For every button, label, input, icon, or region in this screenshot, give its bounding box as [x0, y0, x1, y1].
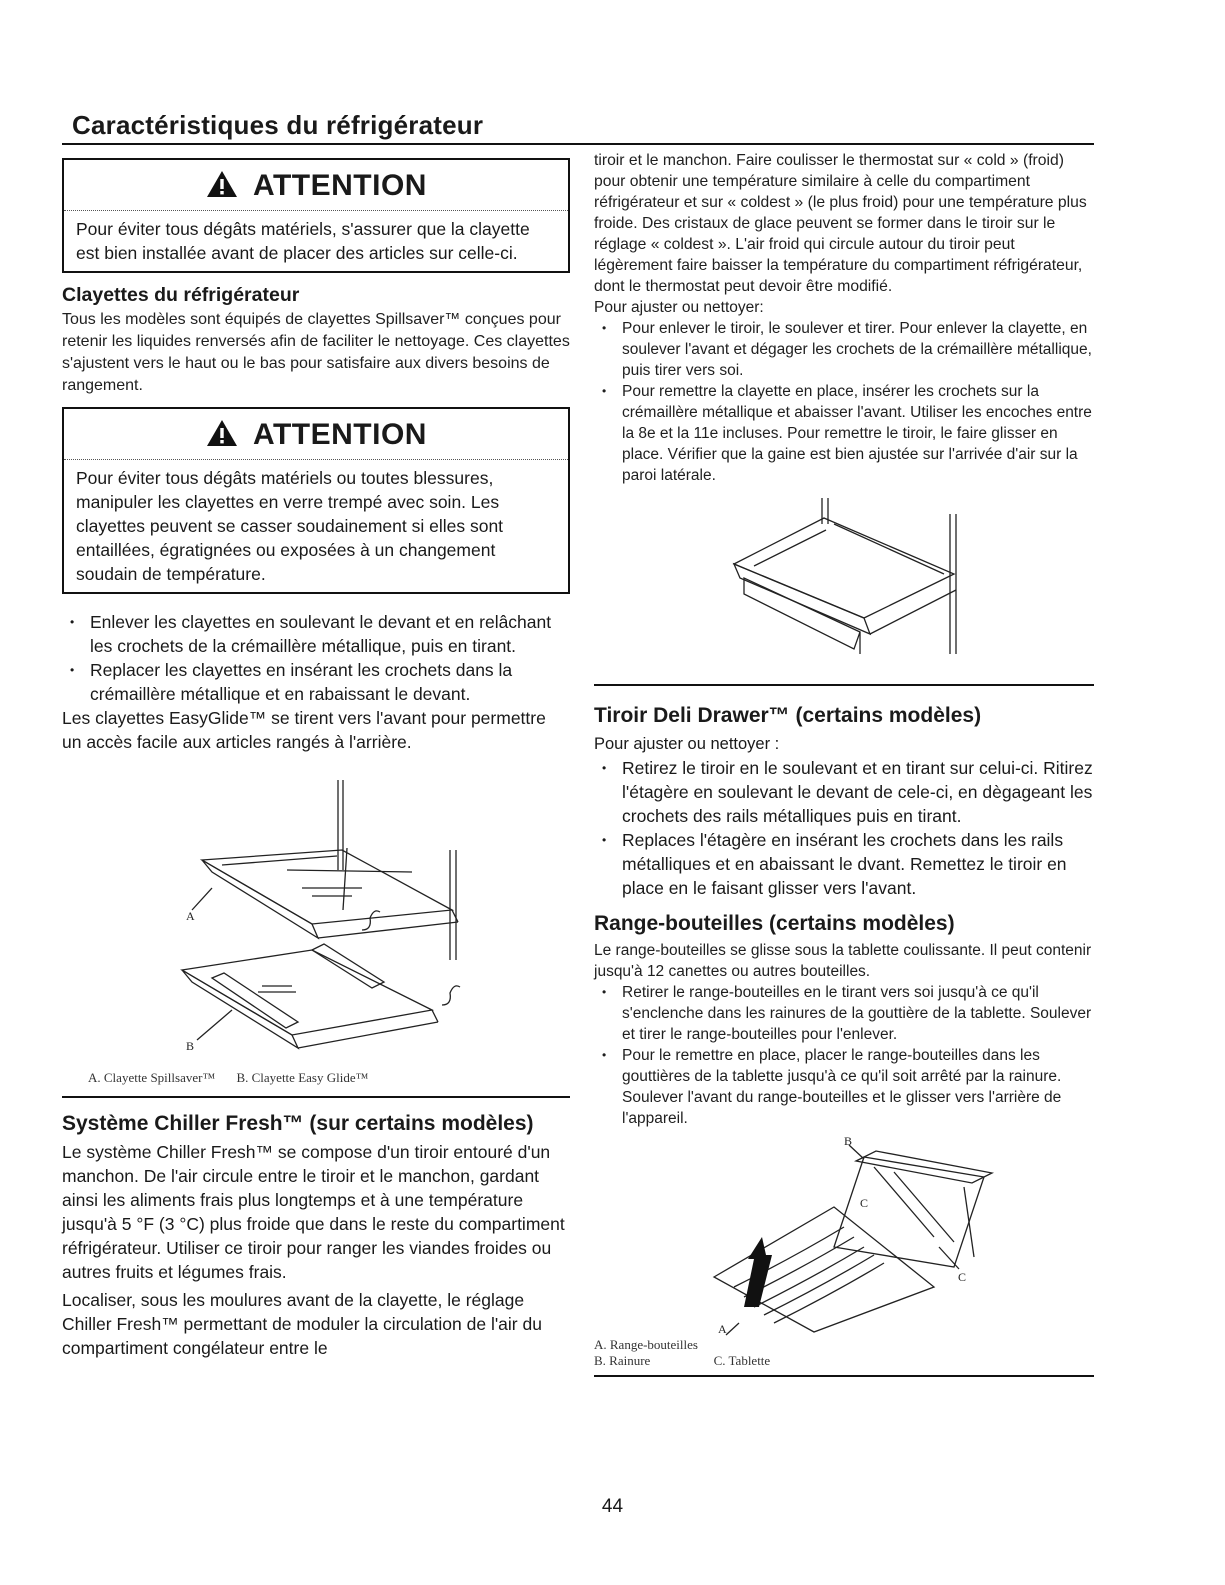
list-item: • Pour le remettre en place, placer le range-bouteilles dans les gouttières de la tablette jusqu'à ce qu'il soit arrêté par la rainure. Soulever l'avant du range-bouteilles et le glisser vers l'arrière de l'appareil. [594, 1045, 1094, 1129]
section-divider [62, 1096, 570, 1098]
figure-caption-bc [594, 1353, 1094, 1369]
warning-icon [205, 169, 239, 204]
caption-b: B. Clayette Easy Glide™ [236, 1070, 369, 1085]
section-heading-chiller: Système Chiller Fresh™ (sur certains modèles) [62, 1112, 534, 1135]
svg-text:A: A [718, 1322, 727, 1336]
warning-box-2 [62, 407, 570, 594]
section-heading-shelves: Clayettes du réfrigérateur [62, 284, 300, 306]
right-column [594, 150, 1094, 1377]
bottle-rack-illustration [594, 1137, 1094, 1337]
section-divider [594, 684, 1094, 686]
list-item: • Enlever les clayettes en soulevant le devant et en relâchant les crochets de la crémaillère métallique, puis en tirant. [62, 610, 570, 658]
list-item: • Retirez le tiroir en le soulevant et en tirant sur celui-ci. Ritirez l'étagère en soulevant le devant de cele-ci, en dègageant les crochets des rails métalliques puis en tirant. [594, 756, 1094, 828]
chiller-continuation: tiroir et le manchon. Faire coulisser le thermostat sur « cold » (froid) pour obtenir une température similaire à celle du compartiment réfrigérateur et sur « coldest » (le plus froid) pour une température plus froide. Des cristaux de glace peuvent se former dans le tiroir sur le réglage « coldest ». L'air froid qui circule autour du tiroir peut légèrement faire baisser la température du compartiment réfrigérateur, dont le thermostat peut devoir être modifié. [594, 152, 1087, 295]
svg-text:C: C [860, 1196, 869, 1210]
page-title: Caractéristiques du réfrigérateur [72, 110, 484, 140]
warning-text: Pour éviter tous dégâts matériels, s'assurer que la clayette est bien installée avant de placer des articles sur celle-ci. [76, 219, 530, 263]
warning-header [64, 160, 568, 211]
caption-a: A. Clayette Spillsaver™ [88, 1070, 216, 1085]
svg-text:C: C [958, 1270, 967, 1284]
deli-bullets [594, 756, 1094, 900]
list-item: • Replacer les clayettes en insérant les crochets dans la crémaillère métallique et en rabaissant le devant. [62, 658, 570, 706]
warning-text: Pour éviter tous dégâts matériels ou toutes blessures, manipuler les clayettes en verre trempé avec soin. Les clayettes peuvent se casser soudainement si elles sont entaillées, égratignées ou exposées à un changement soudain de température. [76, 468, 504, 584]
list-item: • Pour remettre la clayette en place, insérer les crochets sur la crémaillère métallique et abaisser l'avant. Utiliser les encoches entre la 8e et la 11e incluses. Pour remettre le tiroir, le faire glisser en place. Vérifier que la gaine est bien ajustée sur l'arrivée d'air sur la paroi latérale. [594, 381, 1094, 486]
section-divider [594, 1375, 1094, 1377]
bottles-bullets [594, 982, 1094, 1129]
list-item: • Retirer le range-bouteilles en le tirant vers soi jusqu'à ce qu'il s'enclenche dans les rainures de la gouttière de la tablette. Soulever et tirer le range-bouteilles pour l'enlever. [594, 982, 1094, 1045]
warning-title: ATTENTION [253, 169, 427, 202]
adjust-label: Pour ajuster ou nettoyer: [594, 299, 764, 316]
left-column [62, 150, 570, 1360]
svg-text:B: B [844, 1137, 853, 1148]
caption-c: C. Tablette [713, 1353, 771, 1368]
easyglide-text: Les clayettes EasyGlide™ se tirent vers l'avant pour permettre un accès facile aux articles rangés à l'arrière. [62, 708, 546, 752]
shelves-text: Tous les modèles sont équipés de clayettes Spillsaver™ conçues pour retenir les liquides renversés afin de faciliter le nettoyage. Ces clayettes s'ajustent vers le haut ou le bas pour satisfaire aux divers besoins de rangement. [62, 311, 570, 394]
warning-box-1 [62, 158, 570, 273]
svg-text:B: B [186, 1039, 195, 1053]
warning-title: ATTENTION [253, 418, 427, 451]
adjust-bullets [594, 318, 1094, 486]
page-number: 44 [601, 1496, 624, 1517]
chiller-drawer-illustration [594, 494, 1094, 674]
bottles-intro: Le range-bouteilles se glisse sous la tablette coulissante. Il peut contenir jusqu'à 12 canettes ou autres bouteilles. [594, 942, 1092, 980]
chiller-text-2: Localiser, sous les moulures avant de la clayette, le réglage Chiller Fresh™ permettant de moduler la circulation de l'air du compartiment congélateur entre le [62, 1290, 542, 1358]
figure-caption-a: A. Range-bouteilles [594, 1337, 698, 1352]
chiller-figure [594, 494, 1094, 674]
title-rule [62, 143, 1094, 145]
figure-caption [62, 1070, 570, 1086]
deli-intro: Pour ajuster ou nettoyer : [594, 735, 780, 753]
bottle-rack-figure [594, 1137, 1094, 1337]
chiller-text-1: Le système Chiller Fresh™ se compose d'un tiroir entouré d'un manchon. De l'air circule entre le tiroir et le manchon, gardant ainsi les aliments frais plus longtemps et à une température jusqu'à 5 °F (3 °C) plus froide que dans le reste du compartiment réfrigérateur. Utiliser ce tiroir pour ranger les viandes froides ou autres fruits et légumes frais. [62, 1142, 565, 1282]
warning-icon [205, 418, 239, 453]
caption-b: B. Rainure [594, 1353, 651, 1368]
shelves-figure [62, 760, 570, 1070]
list-item: • Replaces l'étagère en insérant les crochets dans les rails métalliques et en abaissant le dvant. Remettez le tiroir en place en le faisant glisser vers l'avant. [594, 828, 1094, 900]
warning-header [64, 409, 568, 460]
shelf-bullets [62, 610, 570, 706]
section-heading-deli: Tiroir Deli Drawer™ (certains modèles) [594, 704, 982, 727]
svg-text:A: A [186, 909, 195, 923]
shelves-illustration [62, 760, 570, 1070]
section-heading-bottles: Range-bouteilles (certains modèles) [594, 912, 955, 935]
list-item: • Pour enlever le tiroir, le soulever et tirer. Pour enlever la clayette, en soulever l'avant et dégager les crochets de la crémaillère métallique, puis tirer vers soi. [594, 318, 1094, 381]
